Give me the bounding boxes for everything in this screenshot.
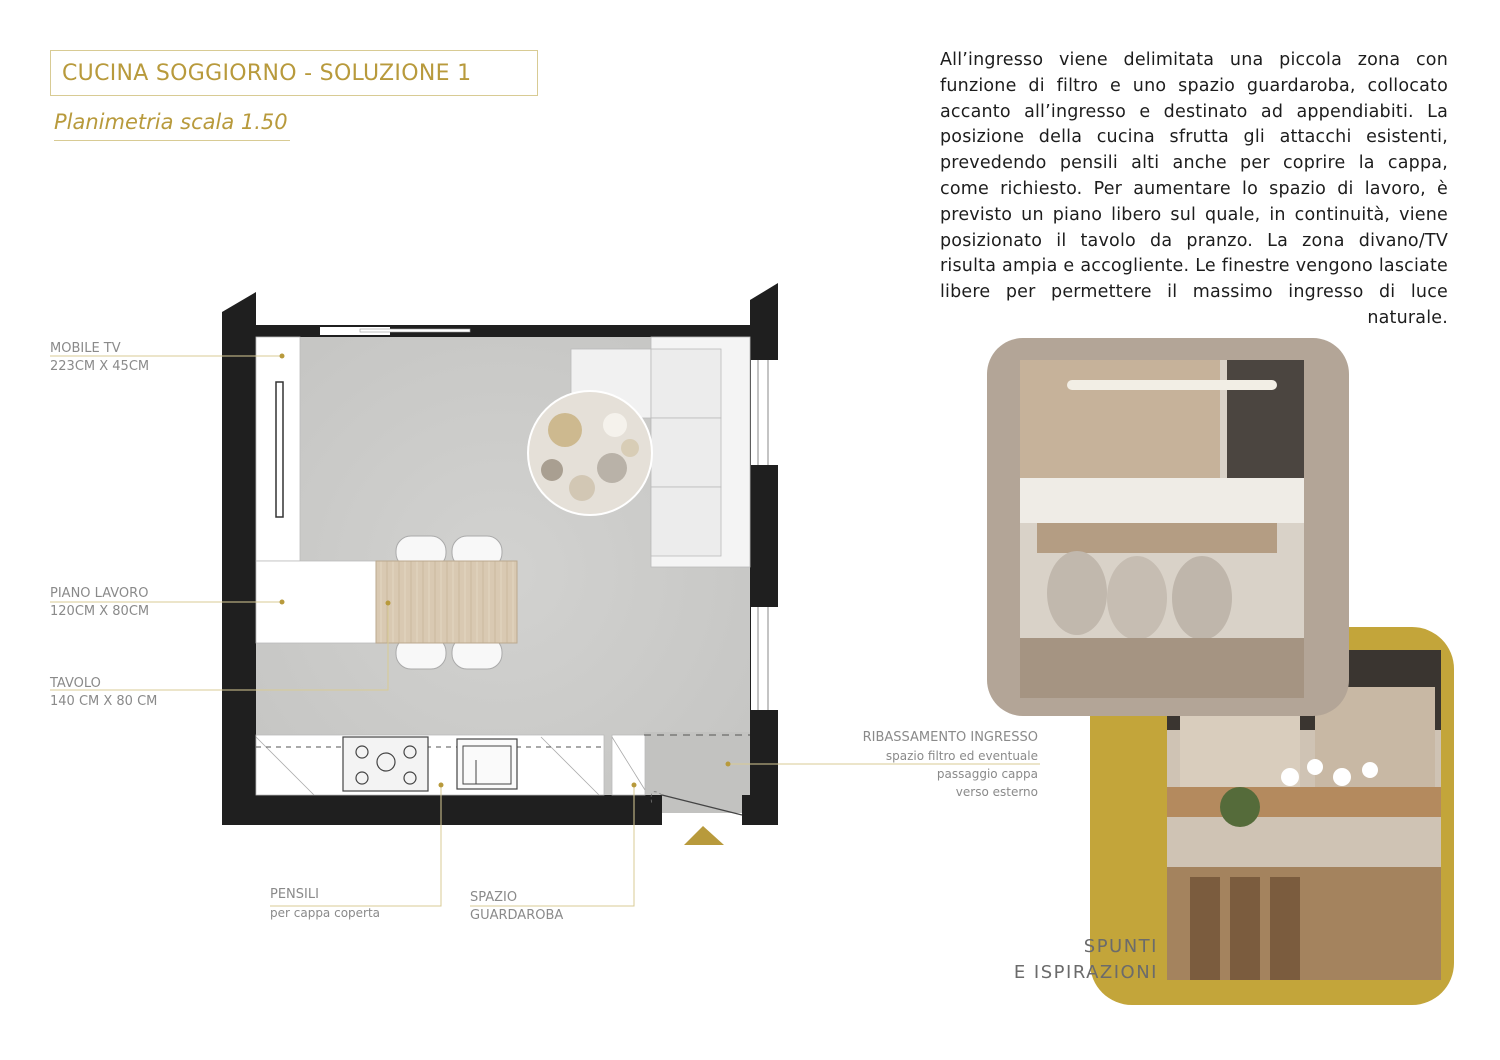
label-mobile-tv bbox=[50, 340, 149, 376]
label-pensili bbox=[270, 886, 380, 922]
label-piano-lavoro-size: 120CM X 80CM bbox=[50, 604, 150, 619]
label-guardaroba-line2: GUARDAROBA bbox=[470, 908, 564, 923]
entrance-arrow-icon bbox=[684, 826, 724, 845]
dining-table bbox=[376, 561, 517, 643]
label-ribassamento-name: RIBASSAMENTO INGRESSO bbox=[862, 730, 1038, 745]
page-subtitle: Planimetria scala 1.50 bbox=[54, 110, 290, 141]
label-mobile-tv-size: 223CM X 45CM bbox=[50, 359, 150, 374]
tv bbox=[276, 382, 283, 517]
floral-rug bbox=[528, 391, 652, 515]
label-tavolo-name: TAVOLO bbox=[50, 676, 101, 691]
label-pensili-name: PENSILI bbox=[270, 887, 319, 902]
label-tavolo-size: 140 CM X 80 CM bbox=[50, 694, 158, 709]
description-text: All’ingresso viene delimitata una piccola zona con funzione di filtro e uno spazio guardaroba, collocato accanto all’ingresso e destinato ad appendiabiti. La posizione della cucina sfrutta gli attacchi esistenti, prevedendo pensili alti anche per coprire la cappa, come richiesto. Per aumentare lo spazio di lavoro, è previsto un piano libero sul quale, in continuità, viene posizionato il tavolo da pranzo. La zona divano/TV risulta ampia e accogliente. Le finestre vengono lasciate libere per permettere il massimo ingresso di luce naturale. bbox=[940, 50, 1448, 328]
label-guardaroba bbox=[470, 889, 563, 925]
inspiration-caption-line2: E ISPIRAZIONI bbox=[1013, 962, 1158, 983]
wardrobe bbox=[612, 735, 645, 795]
label-piano-lavoro-name: PIANO LAVORO bbox=[50, 586, 149, 601]
inspiration-photo-1 bbox=[987, 338, 1349, 716]
page-title: CUCINA SOGGIORNO - SOLUZIONE 1 bbox=[50, 50, 538, 96]
label-ribassamento-line1: spazio filtro ed eventuale bbox=[885, 749, 1038, 763]
inspiration-caption bbox=[990, 934, 1158, 986]
label-tavolo bbox=[50, 675, 157, 711]
inspiration-caption-line1: SPUNTI bbox=[1083, 936, 1158, 957]
label-pensili-note: per cappa coperta bbox=[270, 906, 381, 920]
kitchen-run bbox=[256, 735, 604, 795]
label-ribassamento-line3: verso esterno bbox=[955, 785, 1038, 799]
label-guardaroba-line1: SPAZIO bbox=[470, 890, 518, 905]
label-ribassamento bbox=[830, 729, 1038, 801]
label-piano-lavoro bbox=[50, 585, 149, 621]
label-ribassamento-line2: passaggio cappa bbox=[936, 767, 1038, 781]
label-mobile-tv-name: MOBILE TV bbox=[50, 341, 121, 356]
cooktop bbox=[343, 737, 428, 791]
